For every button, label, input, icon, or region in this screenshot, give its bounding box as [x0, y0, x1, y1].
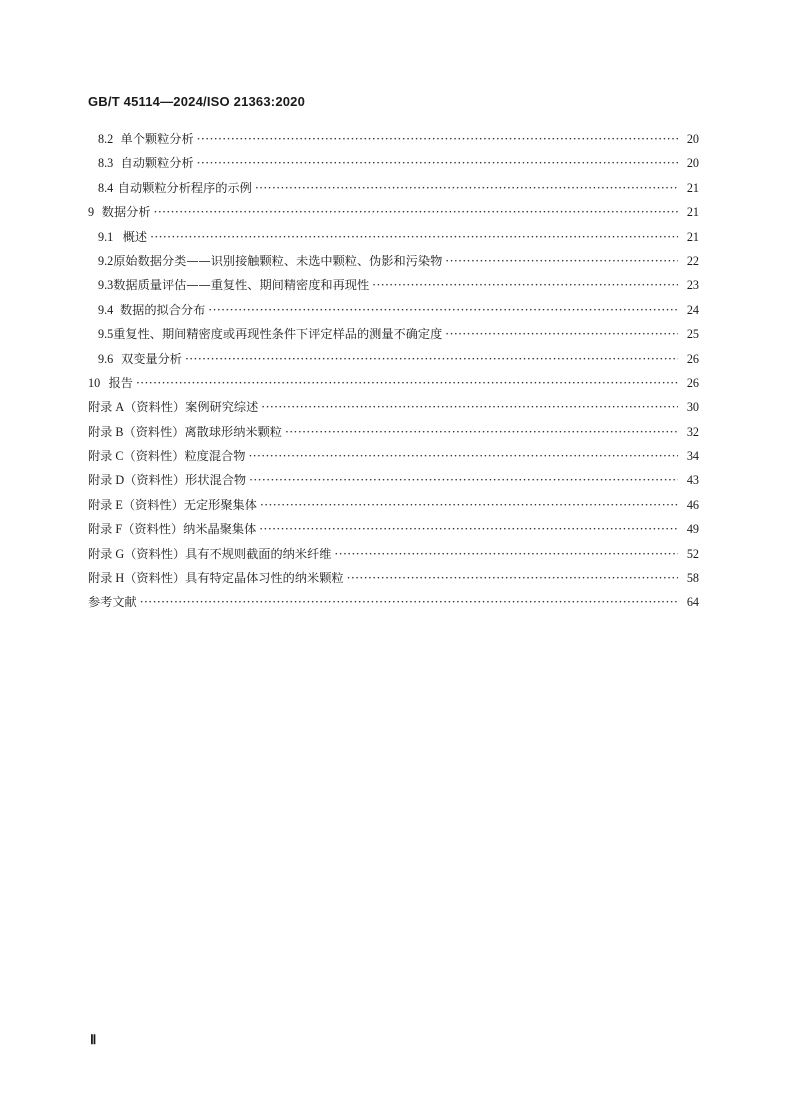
- page-number: Ⅱ: [90, 1032, 97, 1047]
- toc-entry-page: 26: [686, 351, 699, 366]
- toc-entry-page: 21: [686, 180, 699, 195]
- toc-entry-title: 数据分析: [101, 205, 151, 220]
- toc-entry-title: 无定形聚集体: [183, 497, 257, 512]
- toc-entry-title: 概述: [122, 229, 148, 244]
- toc-leader-dots: [249, 468, 678, 492]
- toc-leader-dots: [260, 493, 678, 517]
- toc-entry-title: 形状混合物: [185, 473, 247, 488]
- toc-entry-title: 具有不规则截面的纳米纤维: [185, 546, 332, 561]
- toc-entry-number: 10: [88, 375, 101, 390]
- toc-entry-title: 具有特定晶体习性的纳米颗粒: [185, 571, 344, 586]
- toc-leader-dots: [185, 347, 678, 371]
- toc-entry-page: 21: [686, 205, 699, 220]
- toc-entry-number: 9.6: [98, 351, 114, 366]
- toc-entry-page: 26: [686, 375, 699, 390]
- toc-entry-page: 24: [686, 302, 699, 317]
- toc-entry-number: 附录 F（资料性）: [88, 522, 184, 537]
- toc-entry-title: 自动颗粒分析: [120, 156, 194, 171]
- toc-entry-appendix-f[interactable]: [88, 517, 699, 541]
- toc-entry-9-3[interactable]: [88, 273, 699, 297]
- toc-leader-dots: [154, 200, 678, 224]
- toc-entry-page: 49: [686, 522, 699, 537]
- toc-entry-9[interactable]: [88, 200, 699, 224]
- table-of-contents: [88, 127, 699, 615]
- toc-entry-title: 数据的拟合分布: [119, 302, 206, 317]
- toc-entry-appendix-h[interactable]: [88, 566, 699, 590]
- toc-entry-9-2[interactable]: [88, 249, 699, 273]
- standard-header: GB/T 45114—2024/ISO 21363:2020: [88, 94, 306, 109]
- toc-entry-page: 20: [686, 156, 699, 171]
- toc-entry-appendix-b[interactable]: [88, 420, 699, 444]
- toc-entry-number: 9: [88, 205, 95, 220]
- toc-entry-bibliography[interactable]: [88, 590, 699, 614]
- toc-entry-page: 21: [686, 229, 699, 244]
- toc-entry-page: 34: [686, 449, 699, 464]
- toc-entry-number: 8.4: [98, 180, 114, 195]
- toc-entry-appendix-e[interactable]: [88, 493, 699, 517]
- toc-entry-number: 9.1: [98, 229, 114, 244]
- toc-leader-dots: [334, 542, 678, 566]
- toc-entry-page: 58: [686, 571, 699, 586]
- toc-entry-number: 9.4: [98, 302, 114, 317]
- toc-entry-9-1[interactable]: [88, 225, 699, 249]
- toc-leader-dots: [208, 298, 678, 322]
- toc-entry-8-3[interactable]: [88, 151, 699, 175]
- toc-entry-appendix-g[interactable]: [88, 542, 699, 566]
- toc-entry-10[interactable]: [88, 371, 699, 395]
- toc-entry-page: 23: [686, 278, 699, 293]
- toc-entry-9-6[interactable]: [88, 347, 699, 371]
- toc-entry-title: 双变量分析: [121, 351, 182, 366]
- toc-leader-dots: [248, 444, 678, 468]
- toc-entry-title: 重复性、期间精密度或再现性条件下评定样品的测量不确定度: [113, 327, 443, 342]
- toc-entry-page: 52: [686, 546, 699, 561]
- toc-entry-8-4[interactable]: [88, 176, 699, 200]
- toc-entry-number: 附录 D（资料性）: [88, 473, 186, 488]
- toc-entry-number: 9.5: [98, 327, 114, 342]
- toc-entry-9-4[interactable]: [88, 298, 699, 322]
- toc-entry-page: 64: [686, 595, 699, 610]
- toc-leader-dots: [255, 176, 678, 200]
- toc-entry-number: 附录 G（资料性）: [88, 546, 186, 561]
- toc-entry-title: 案例研究综述: [185, 400, 259, 415]
- toc-leader-dots: [347, 566, 678, 590]
- toc-entry-page: 20: [686, 132, 699, 146]
- toc-entry-9-5[interactable]: [88, 322, 699, 346]
- toc-entry-page: 25: [686, 327, 699, 342]
- toc-entry-title: 原始数据分类——识别接触颗粒、未选中颗粒、伪影和污染物: [113, 253, 443, 268]
- toc-entry-title: 参考文献: [88, 595, 137, 610]
- toc-entry-number: 附录 H（资料性）: [88, 571, 186, 586]
- toc-entry-title: 离散球形纳米颗粒: [184, 424, 282, 439]
- toc-entry-page: 43: [686, 473, 699, 488]
- toc-entry-number: 附录 E（资料性）: [88, 497, 184, 512]
- toc-entry-number: 附录 A（资料性）: [88, 400, 186, 415]
- toc-entry-title: 数据质量评估——重复性、期间精密度和再现性: [113, 278, 370, 293]
- toc-leader-dots: [259, 517, 678, 541]
- toc-entry-page: 22: [686, 253, 699, 268]
- toc-leader-dots: [197, 151, 678, 175]
- toc-leader-dots: [445, 322, 678, 346]
- toc-leader-dots: [285, 420, 678, 444]
- toc-entry-number: 附录 C（资料性）: [88, 449, 185, 464]
- toc-leader-dots: [140, 590, 678, 614]
- toc-leader-dots: [150, 225, 678, 249]
- toc-leader-dots: [197, 127, 678, 151]
- toc-entry-number: 8.2: [98, 132, 114, 146]
- toc-entry-title: 报告: [108, 375, 133, 390]
- toc-entry-appendix-a[interactable]: [88, 395, 699, 419]
- toc-entry-number: 附录 B（资料性）: [88, 424, 185, 439]
- toc-entry-number: 9.2: [98, 253, 114, 268]
- toc-entry-title: 粒度混合物: [184, 449, 246, 464]
- toc-entry-page: 32: [686, 424, 699, 439]
- toc-leader-dots: [445, 249, 678, 273]
- toc-entry-title: 单个颗粒分析: [120, 132, 194, 146]
- toc-entry-number: 9.3: [98, 278, 114, 293]
- toc-entry-8-2[interactable]: [88, 127, 699, 151]
- toc-leader-dots: [136, 371, 678, 395]
- toc-entry-number: 8.3: [98, 156, 114, 171]
- toc-entry-title: 自动颗粒分析程序的示例: [117, 180, 252, 195]
- toc-entry-page: 46: [686, 497, 699, 512]
- toc-entry-page: 30: [686, 400, 699, 415]
- toc-leader-dots: [372, 273, 678, 297]
- toc-entry-appendix-c[interactable]: [88, 444, 699, 468]
- toc-entry-appendix-d[interactable]: [88, 468, 699, 492]
- toc-leader-dots: [261, 395, 678, 419]
- toc-entry-title: 纳米晶聚集体: [183, 522, 257, 537]
